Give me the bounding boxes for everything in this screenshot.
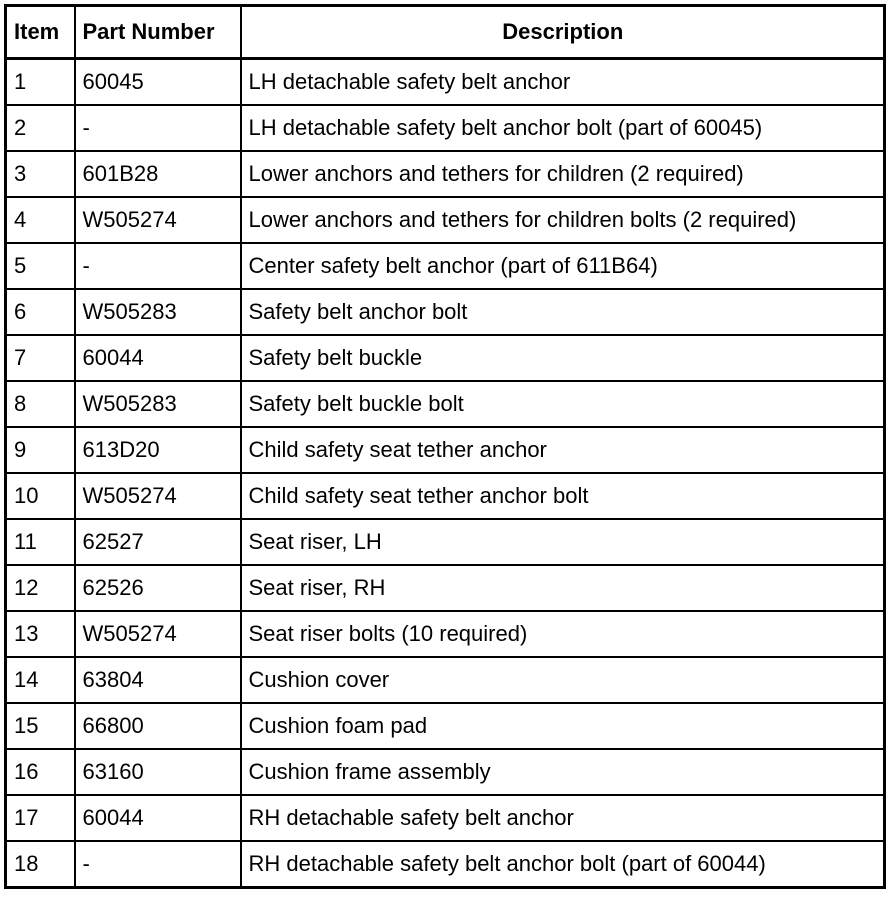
cell-description: RH detachable safety belt anchor (241, 795, 885, 841)
cell-part-number: - (75, 841, 241, 888)
cell-item: 13 (6, 611, 75, 657)
cell-item: 3 (6, 151, 75, 197)
cell-item: 7 (6, 335, 75, 381)
table-row (6, 197, 885, 243)
cell-part-number: 613D20 (75, 427, 241, 473)
cell-part-number: W505274 (75, 473, 241, 519)
cell-item: 4 (6, 197, 75, 243)
table-row (6, 565, 885, 611)
cell-description: RH detachable safety belt anchor bolt (part of 60044) (241, 841, 885, 888)
cell-part-number: 60045 (75, 59, 241, 106)
table-row (6, 795, 885, 841)
header-row (6, 6, 885, 59)
cell-part-number: 66800 (75, 703, 241, 749)
table-row (6, 749, 885, 795)
cell-description: Seat riser, LH (241, 519, 885, 565)
table-row (6, 105, 885, 151)
cell-item: 18 (6, 841, 75, 888)
header-item: Item (6, 6, 75, 59)
cell-description: Center safety belt anchor (part of 611B64) (241, 243, 885, 289)
cell-description: Cushion cover (241, 657, 885, 703)
cell-part-number: - (75, 243, 241, 289)
cell-part-number: 63804 (75, 657, 241, 703)
cell-part-number: W505274 (75, 611, 241, 657)
table-row (6, 657, 885, 703)
header-description: Description (241, 6, 885, 59)
cell-item: 1 (6, 59, 75, 106)
cell-part-number: 60044 (75, 795, 241, 841)
table-row (6, 289, 885, 335)
cell-part-number: - (75, 105, 241, 151)
cell-part-number: 62526 (75, 565, 241, 611)
table-row (6, 427, 885, 473)
cell-description: LH detachable safety belt anchor bolt (part of 60045) (241, 105, 885, 151)
cell-item: 12 (6, 565, 75, 611)
table-row (6, 841, 885, 888)
table-body (6, 59, 885, 888)
cell-item: 6 (6, 289, 75, 335)
cell-description: LH detachable safety belt anchor (241, 59, 885, 106)
cell-item: 14 (6, 657, 75, 703)
cell-description: Lower anchors and tethers for children (2 required) (241, 151, 885, 197)
table-header (6, 6, 885, 59)
cell-part-number: W505274 (75, 197, 241, 243)
cell-item: 9 (6, 427, 75, 473)
cell-item: 5 (6, 243, 75, 289)
cell-description: Seat riser bolts (10 required) (241, 611, 885, 657)
cell-description: Safety belt anchor bolt (241, 289, 885, 335)
parts-table (4, 4, 886, 889)
cell-item: 8 (6, 381, 75, 427)
cell-item: 15 (6, 703, 75, 749)
cell-item: 2 (6, 105, 75, 151)
cell-item: 16 (6, 749, 75, 795)
cell-description: Seat riser, RH (241, 565, 885, 611)
cell-description: Cushion foam pad (241, 703, 885, 749)
table-row (6, 151, 885, 197)
cell-description: Lower anchors and tethers for children bolts (2 required) (241, 197, 885, 243)
table-row (6, 381, 885, 427)
cell-item: 17 (6, 795, 75, 841)
table-row (6, 611, 885, 657)
cell-part-number: 601B28 (75, 151, 241, 197)
table-row (6, 703, 885, 749)
cell-description: Safety belt buckle bolt (241, 381, 885, 427)
cell-description: Safety belt buckle (241, 335, 885, 381)
cell-part-number: 63160 (75, 749, 241, 795)
cell-description: Child safety seat tether anchor (241, 427, 885, 473)
cell-part-number: 60044 (75, 335, 241, 381)
table-row (6, 473, 885, 519)
cell-description: Cushion frame assembly (241, 749, 885, 795)
table-row (6, 59, 885, 106)
header-part-number: Part Number (75, 6, 241, 59)
cell-item: 10 (6, 473, 75, 519)
table-row (6, 519, 885, 565)
table-row (6, 243, 885, 289)
table-row (6, 335, 885, 381)
cell-part-number: 62527 (75, 519, 241, 565)
cell-part-number: W505283 (75, 289, 241, 335)
cell-description: Child safety seat tether anchor bolt (241, 473, 885, 519)
cell-item: 11 (6, 519, 75, 565)
cell-part-number: W505283 (75, 381, 241, 427)
